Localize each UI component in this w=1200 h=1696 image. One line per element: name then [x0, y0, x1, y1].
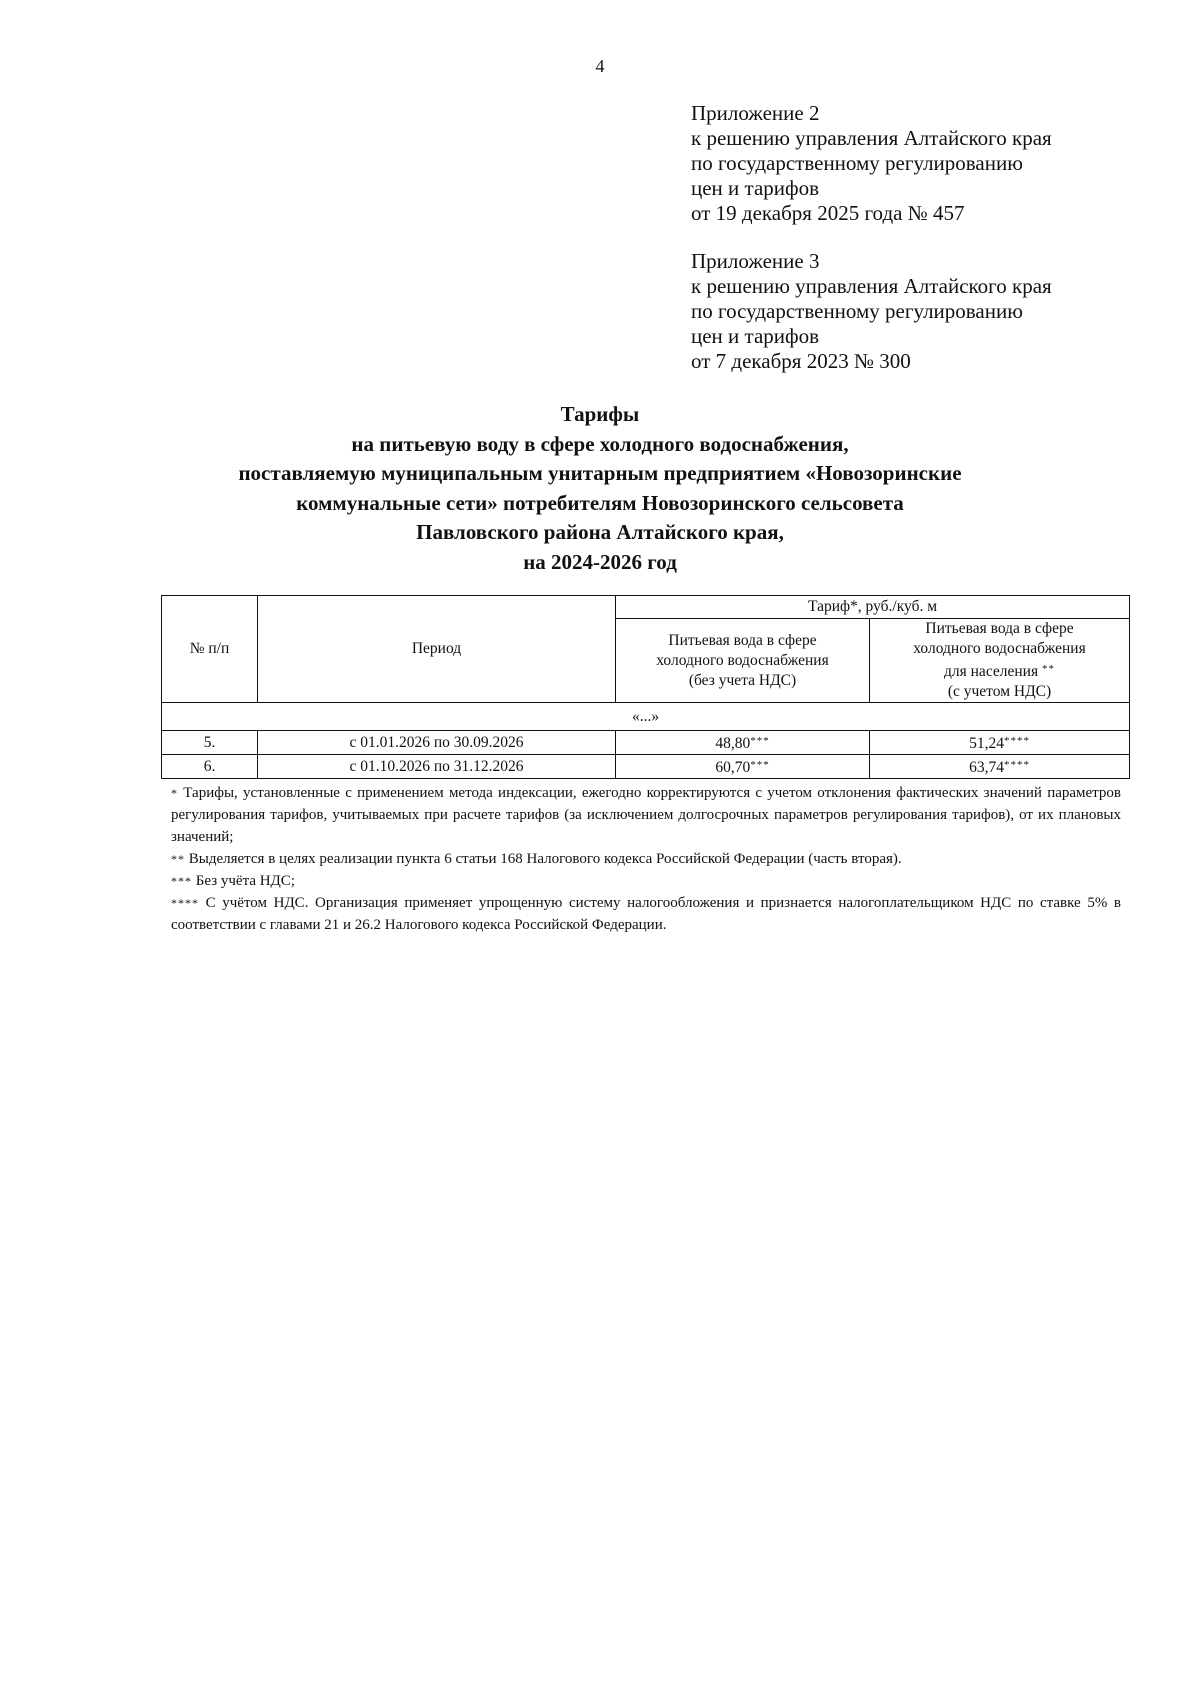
footnote-marker: **: [1041, 663, 1055, 675]
header-number: № п/п: [162, 596, 258, 703]
row-price-without-vat: 48,80***: [616, 731, 870, 755]
appendix-3-line: по государственному регулированию: [691, 299, 1023, 323]
document-title: [140, 400, 1060, 577]
appendix-2-date: от 19 декабря 2025 года № 457: [691, 201, 965, 225]
row-price-without-vat: 60,70***: [616, 755, 870, 779]
footnote-3: *** Без учёта НДС;: [171, 873, 295, 889]
footnote-4: **** С учётом НДС. Организация применяет упрощенную систему налогообложения и признается налогоплательщиком НДС по ставке 5% в соответствии с главами 21 и 26.2 Налогового кодекса Российской Федерации.: [171, 895, 1122, 933]
footnotes: [171, 782, 1121, 936]
footnote-2: ** Выделяется в целях реализации пункта 6 статьи 168 Налогового кодекса Российской Федерации (часть вторая).: [171, 851, 902, 867]
row-period: с 01.01.2026 по 30.09.2026: [258, 731, 616, 755]
title-line: Павловского района Алтайского края,: [416, 520, 784, 544]
row-period: с 01.10.2026 по 31.12.2026: [258, 755, 616, 779]
header-price-with-vat: Питьевая вода в сфере холодного водоснабжения для населения ** (с учетом НДС): [870, 619, 1130, 703]
title-line: Тарифы: [560, 402, 640, 426]
page-number: 4: [595, 56, 605, 76]
header-tariff-group: Тариф*, руб./куб. м: [616, 596, 1130, 619]
table-row: [162, 731, 1130, 755]
appendix-3-date: от 7 декабря 2023 № 300: [691, 349, 911, 373]
appendix-3-line: к решению управления Алтайского края: [691, 274, 1052, 298]
header-period: Период: [258, 596, 616, 703]
appendix-2-line: цен и тарифов: [691, 176, 820, 200]
footnote-1: * Тарифы, установленные с применением метода индексации, ежегодно корректируются с учетом отклонения фактических значений параметров регулирования тарифов, учитываемых при расчете тарифов (за исключением долгосрочных параметров регулирования тарифов), от их плановых значений;: [171, 785, 1122, 845]
row-number: 5.: [162, 731, 258, 755]
title-line: на 2024-2026 год: [523, 549, 677, 574]
appendix-3-title: Приложение 3: [691, 249, 820, 273]
appendix-2-line: по государственному регулированию: [691, 151, 1023, 175]
appendix-3-header: [691, 249, 1161, 374]
row-number: 6.: [162, 755, 258, 779]
header-price-without-vat: Питьевая вода в сфере холодного водоснабжения (без учета НДС): [616, 619, 870, 703]
appendix-3-line: цен и тарифов: [691, 324, 820, 348]
title-line: поставляемую муниципальным унитарным предприятием «Новозоринские: [238, 461, 962, 485]
omitted-rows-marker: «...»: [162, 703, 1130, 731]
appendix-2-header: [691, 101, 1161, 226]
row-price-with-vat: 63,74****: [870, 755, 1130, 779]
appendix-2-title: Приложение 2: [691, 101, 820, 125]
appendix-2-line: к решению управления Алтайского края: [691, 126, 1052, 150]
title-line: коммунальные сети» потребителям Новозоринского сельсовета: [296, 490, 904, 515]
tariff-table: [161, 595, 1130, 779]
table-row: [162, 755, 1130, 779]
row-price-with-vat: 51,24****: [870, 731, 1130, 755]
title-line: на питьевую воду в сфере холодного водоснабжения,: [351, 431, 849, 456]
